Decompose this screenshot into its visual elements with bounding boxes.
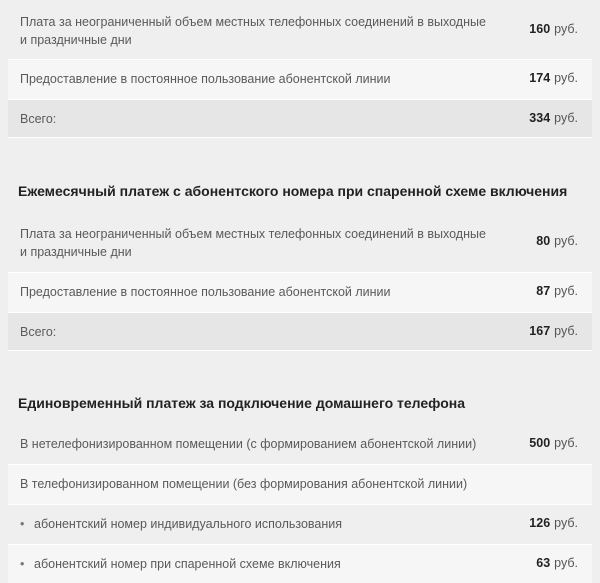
price-unit: руб. <box>554 111 578 125</box>
row-price <box>529 22 578 36</box>
section-heading: Единовременный платеж за подключение домашнего телефона <box>18 395 466 411</box>
bullet-icon: • <box>20 517 25 531</box>
item-label: абонентский номер при спаренной схеме включения <box>34 557 341 571</box>
row-price <box>536 556 578 570</box>
price-amount: 126 <box>529 516 551 530</box>
price-unit: руб. <box>554 324 578 338</box>
price-unit: руб. <box>554 22 578 36</box>
total-label: Всего: <box>20 325 57 339</box>
item-label: абонентский номер индивидуального использования <box>34 517 343 531</box>
price-unit: руб. <box>554 284 578 298</box>
row-description <box>20 515 490 533</box>
table-row <box>8 465 592 505</box>
row-price <box>536 234 578 248</box>
bullet-icon: • <box>20 557 25 571</box>
row-price <box>529 71 578 85</box>
table-row <box>8 273 592 313</box>
total-row <box>8 100 592 138</box>
price-amount: 174 <box>529 71 551 85</box>
row-description <box>20 555 490 573</box>
row-price <box>536 284 578 298</box>
price-unit: руб. <box>554 71 578 85</box>
price-unit: руб. <box>554 556 578 570</box>
row-description: В нетелефонизированном помещении (с формированием абонентской линии) <box>20 437 477 451</box>
price-unit: руб. <box>554 516 578 530</box>
row-price <box>529 436 578 450</box>
price-amount: 63 <box>536 556 551 570</box>
row-price <box>529 324 578 338</box>
row-description: Плата за неограниченный объем местных телефонных соединений в выходные и праздничные дни <box>20 227 486 259</box>
price-amount: 80 <box>536 234 551 248</box>
price-amount: 160 <box>529 22 551 36</box>
price-amount: 87 <box>536 284 551 298</box>
price-unit: руб. <box>554 234 578 248</box>
price-unit: руб. <box>554 436 578 450</box>
table-row <box>8 0 592 60</box>
price-amount: 500 <box>529 436 551 450</box>
row-description: Предоставление в постоянное пользование абонентской линии <box>20 285 391 299</box>
section-heading: Ежемесячный платеж с абонентского номера при спаренной схеме включения <box>18 183 568 199</box>
list-item <box>8 505 592 545</box>
table-row <box>8 425 592 465</box>
row-description: В телефонизированном помещении (без формирования абонентской линии) <box>20 477 468 491</box>
list-item <box>8 545 592 583</box>
total-row <box>8 313 592 351</box>
price-amount: 334 <box>529 111 551 125</box>
row-description: Плата за неограниченный объем местных телефонных соединений в выходные и праздничные дни <box>20 15 486 47</box>
row-price <box>529 516 578 530</box>
row-price <box>529 111 578 125</box>
table-row <box>8 60 592 100</box>
total-label: Всего: <box>20 112 57 126</box>
table-row <box>8 213 592 273</box>
price-amount: 167 <box>529 324 551 338</box>
row-description: Предоставление в постоянное пользование абонентской линии <box>20 72 391 86</box>
